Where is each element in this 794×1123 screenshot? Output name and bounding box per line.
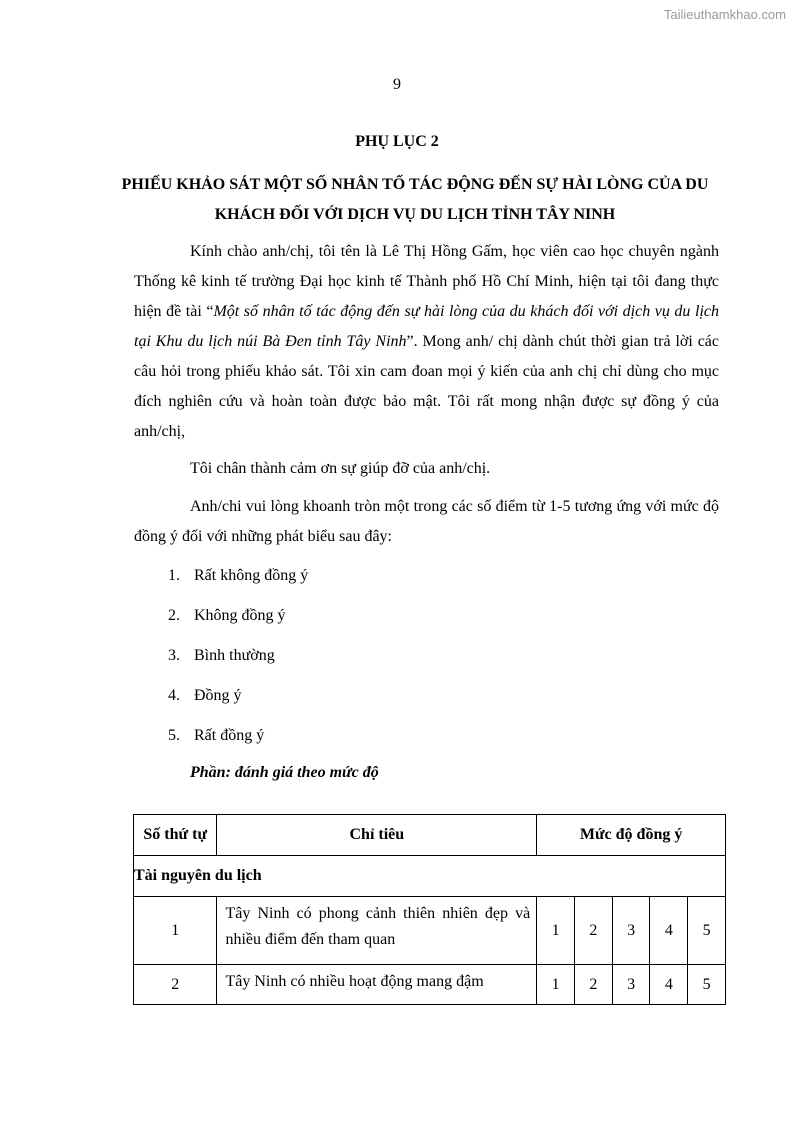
score-option[interactable]: 3 (612, 965, 650, 1005)
row-number: 2 (134, 965, 217, 1005)
thanks-paragraph: Tôi chân thành cảm ơn sự giúp đỡ của anh/chị. (190, 460, 491, 477)
score-option[interactable]: 2 (574, 897, 612, 965)
score-option[interactable]: 5 (688, 965, 726, 1005)
survey-table (133, 814, 726, 1005)
scale-item-number: 1. (168, 567, 180, 584)
instruction-paragraph: Anh/chi vui lòng khoanh tròn một trong các số điểm từ 1-5 tương ứng với mức độ đồng ý đối với những phát biểu sau đây: (134, 498, 719, 545)
score-option[interactable]: 2 (574, 965, 612, 1005)
scale-item (168, 565, 308, 605)
header-number: Số thứ tự (134, 815, 217, 856)
scale-item-label: Rất không đồng ý (194, 567, 309, 584)
table-header-row (134, 815, 726, 856)
score-option[interactable]: 1 (537, 897, 575, 965)
scale-item (168, 685, 308, 725)
scale-item-label: Không đồng ý (194, 607, 286, 624)
scale-item-label: Rất đồng ý (194, 727, 265, 744)
score-option[interactable]: 1 (537, 965, 575, 1005)
row-number: 1 (134, 897, 217, 965)
scale-item-number: 2. (168, 607, 180, 624)
intro-text-end: ”. Mong anh/ chị dành chút thời gian trả lời các câu hỏi trong phiếu khảo sát. Tôi xin cam đoan mọi ý kiến của anh chị chỉ dùng cho mục đích nghiên cứu và hoàn toàn được bảo mật. Tôi rất mong nhận được sự đồng ý của anh/chị, (134, 333, 720, 440)
watermark: Tailieuthamkhao.com (663, 7, 786, 22)
table-row (134, 965, 726, 1005)
agreement-scale-list (168, 565, 308, 765)
table-group-row (134, 856, 726, 897)
scale-item-number: 3. (168, 647, 180, 664)
survey-title: PHIẾU KHẢO SÁT MỘT SỐ NHÂN TỐ TÁC ĐỘNG ĐẾN SỰ HÀI LÒNG CỦA DU KHÁCH ĐỐI VỚI DỊCH VỤ DU LỊCH TỈNH TÂY NINH (121, 176, 709, 223)
header-agreement: Mức độ đồng ý (537, 815, 726, 856)
row-criterion: Tây Ninh có nhiều hoạt động mang đậm (217, 965, 537, 1005)
scale-item (168, 605, 308, 645)
score-option[interactable]: 3 (612, 897, 650, 965)
scale-item-label: Bình thường (194, 647, 275, 664)
table-row (134, 897, 726, 965)
intro-paragraph (134, 237, 719, 447)
appendix-title: PHỤ LỤC 2 (355, 133, 439, 150)
scale-item (168, 645, 308, 685)
intro-text-start: Kính chào anh/chị, tôi tên là Lê Thị Hồng Gấm, học viên cao học chuyên ngành Thống kê kinh tế trường Đại học kinh tế Thành phố Hồ Chí Minh, hiện tại tôi đang thực hiện đề tài “ (134, 243, 719, 320)
group-label: Tài nguyên du lịch (134, 856, 726, 897)
page-number: 9 (393, 76, 401, 93)
header-criterion: Chỉ tiêu (217, 815, 537, 856)
score-option[interactable]: 4 (650, 965, 688, 1005)
thesis-title: Một số nhân tố tác động đến sự hài lòng của du khách đối với dịch vụ du lịch tại Khu du lịch núi Bà Đen tỉnh Tây Ninh (134, 303, 719, 350)
scale-item (168, 725, 308, 765)
scale-item-number: 4. (168, 687, 180, 704)
score-option[interactable]: 5 (688, 897, 726, 965)
scale-item-number: 5. (168, 727, 180, 744)
section-heading: Phần: đánh giá theo mức độ (190, 764, 379, 781)
scale-item-label: Đồng ý (194, 687, 242, 704)
row-criterion: Tây Ninh có phong cảnh thiên nhiên đẹp và nhiều điểm đến tham quan (217, 897, 537, 965)
score-option[interactable]: 4 (650, 897, 688, 965)
